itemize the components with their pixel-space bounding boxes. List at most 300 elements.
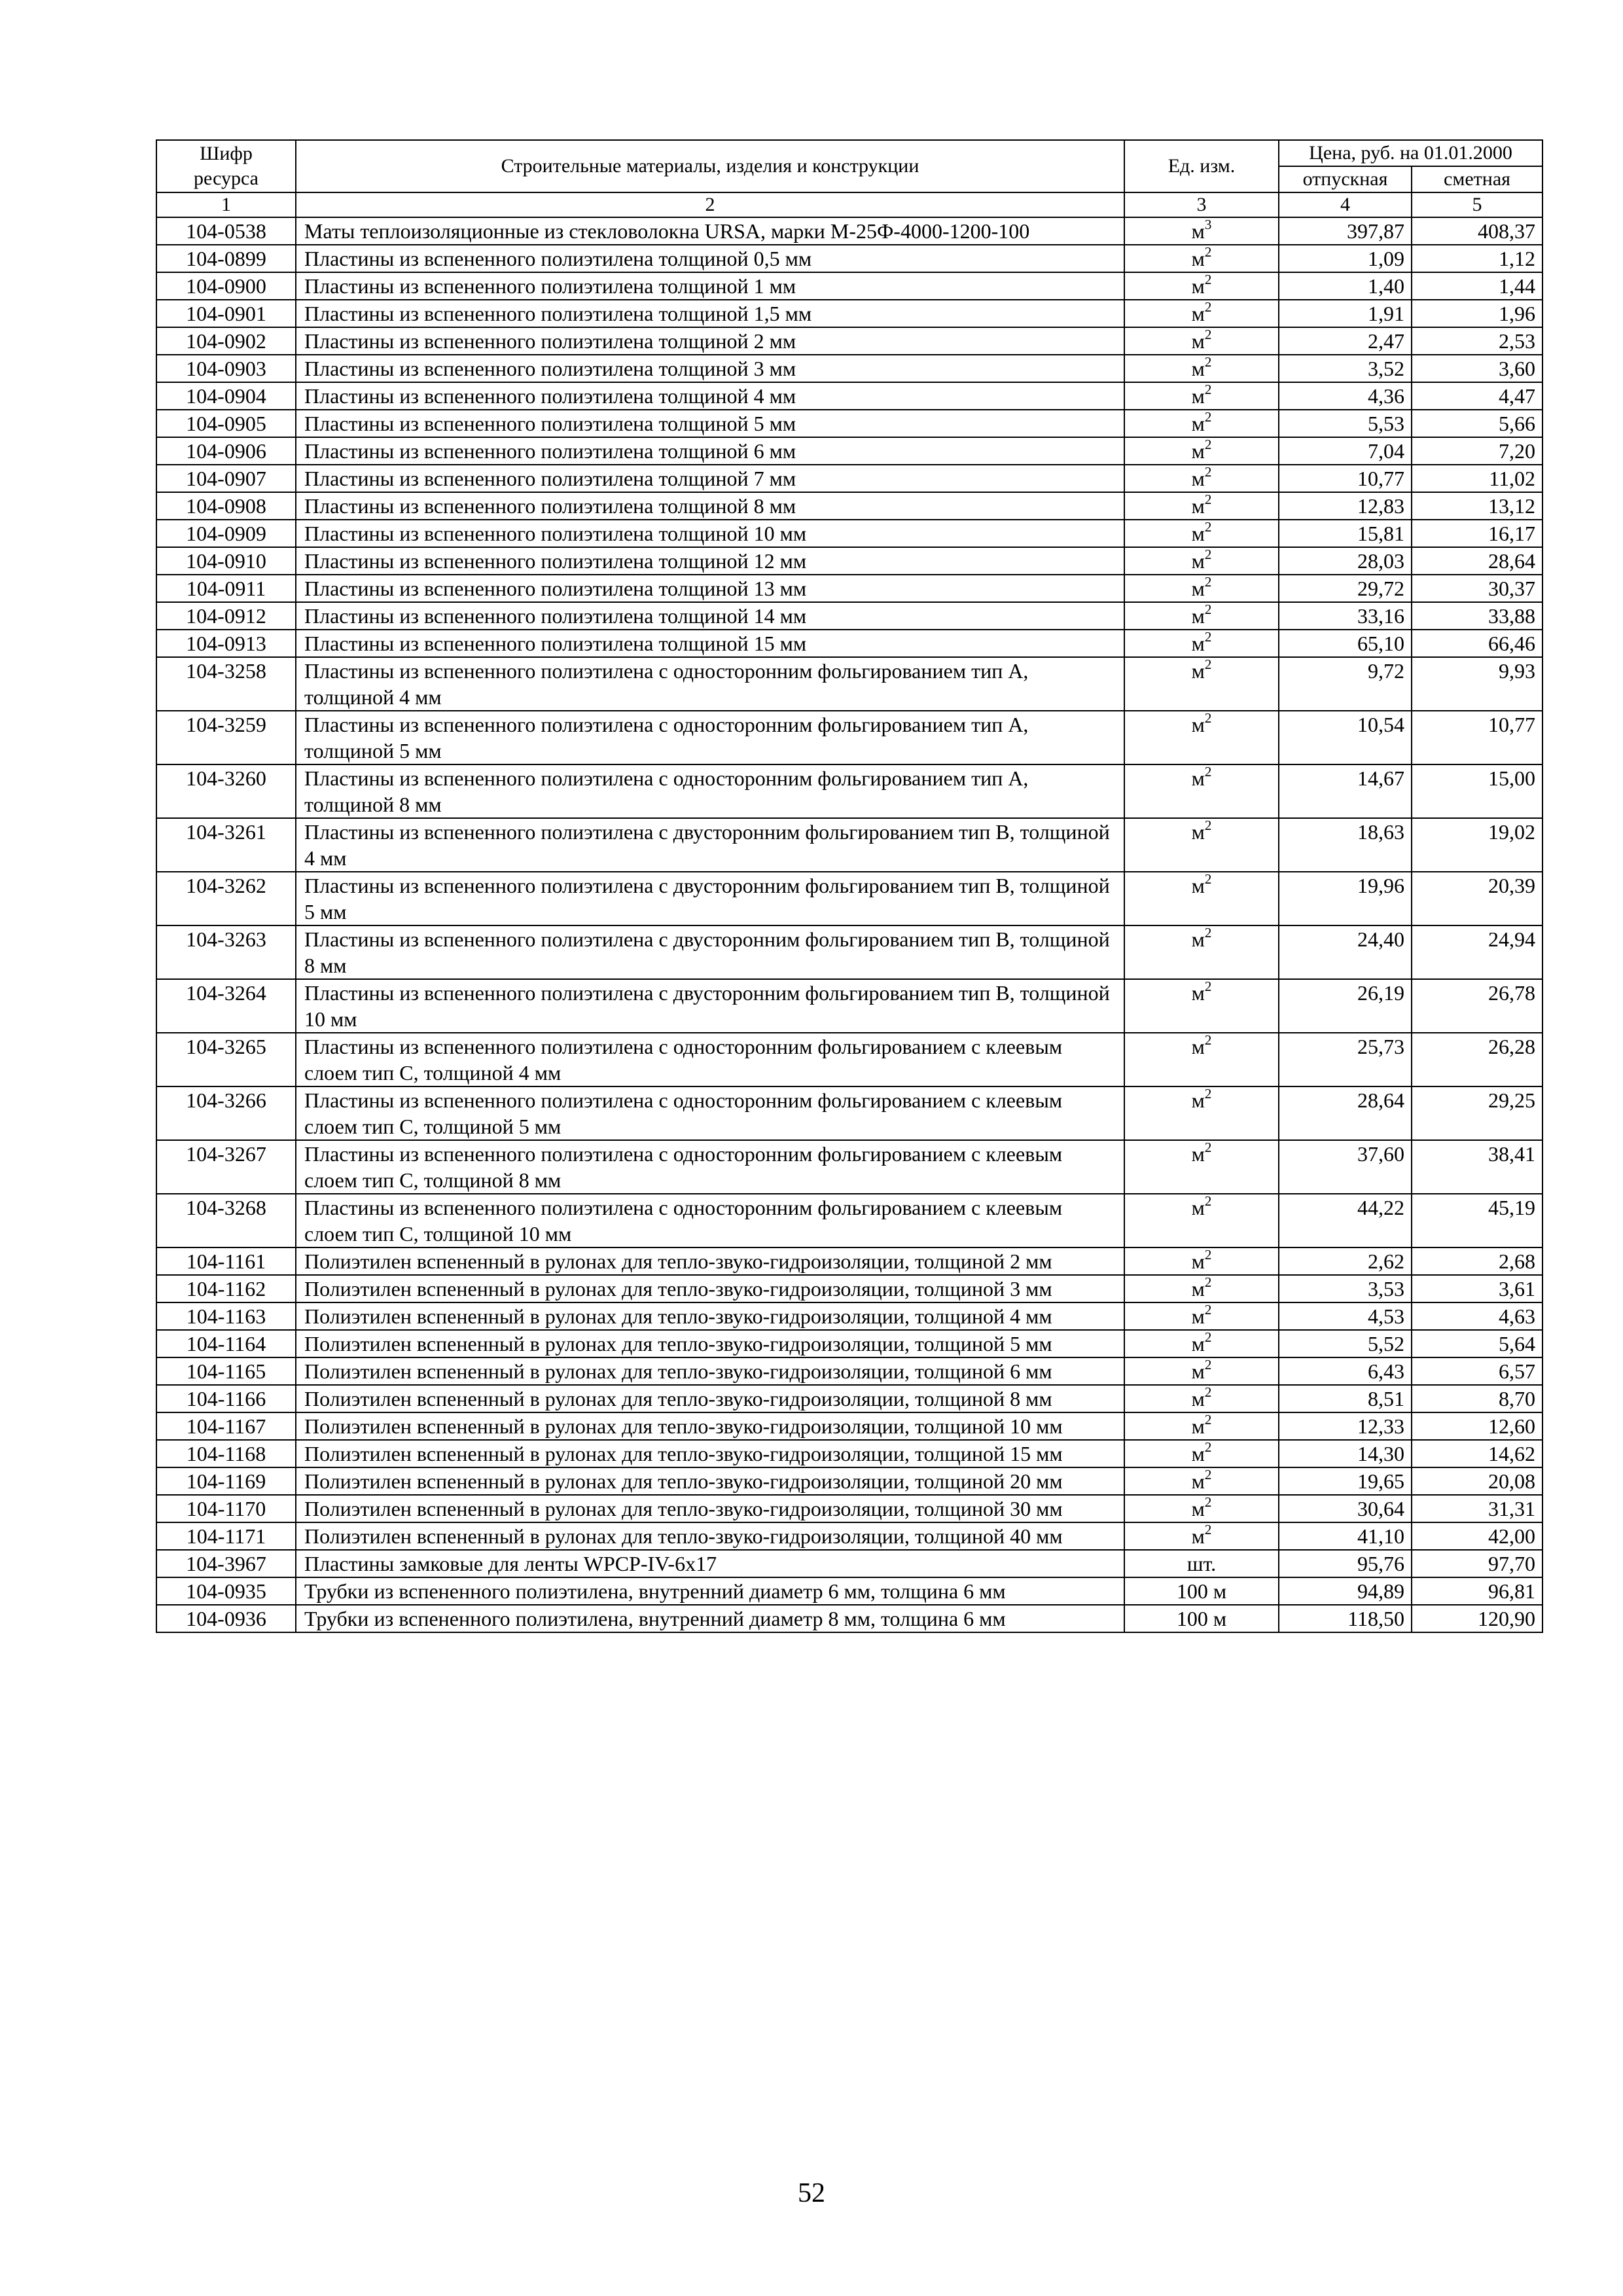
price-release: 14,67 [1279, 764, 1412, 818]
material-name: Пластины из вспененного полиэтилена толщиной 12 мм [296, 547, 1124, 575]
resource-code: 104-1166 [156, 1385, 296, 1412]
unit-of-measure [1124, 818, 1279, 872]
material-name: Пластины из вспененного полиэтилена толщиной 15 мм [296, 630, 1124, 657]
unit-of-measure [1124, 711, 1279, 764]
price-estimate: 1,96 [1412, 300, 1543, 327]
resource-code: 104-1168 [156, 1440, 296, 1467]
resource-code: 104-0901 [156, 300, 296, 327]
table-row [156, 245, 1543, 272]
unit-base: м [1191, 1035, 1205, 1058]
table-row [156, 764, 1543, 818]
unit-of-measure [1124, 1577, 1279, 1605]
unit-of-measure [1124, 1302, 1279, 1330]
unit-of-measure [1124, 925, 1279, 979]
price-estimate: 4,47 [1412, 382, 1543, 410]
price-estimate: 16,17 [1412, 520, 1543, 547]
unit-of-measure [1124, 272, 1279, 300]
resource-code: 104-0913 [156, 630, 296, 657]
material-name: Пластины из вспененного полиэтилена толщиной 6 мм [296, 437, 1124, 465]
table-row [156, 1412, 1543, 1440]
unit-of-measure [1124, 1412, 1279, 1440]
unit-of-measure [1124, 1495, 1279, 1522]
table-row [156, 1522, 1543, 1550]
resource-code: 104-3268 [156, 1194, 296, 1247]
price-release: 65,10 [1279, 630, 1412, 657]
table-row [156, 1330, 1543, 1357]
unit-of-measure [1124, 217, 1279, 245]
material-name: Трубки из вспененного полиэтилена, внутренний диаметр 6 мм, толщина 6 мм [296, 1577, 1124, 1605]
table-row [156, 1385, 1543, 1412]
price-estimate: 97,70 [1412, 1550, 1543, 1577]
material-name: Полиэтилен вспененный в рулонах для тепло-звуко-гидроизоляции, толщиной 30 мм [296, 1495, 1124, 1522]
price-release: 95,76 [1279, 1550, 1412, 1577]
unit-exponent: 2 [1204, 925, 1212, 941]
table-row [156, 1247, 1543, 1275]
unit-base: м [1191, 467, 1205, 490]
table-row [156, 925, 1543, 979]
header-col-number: 2 [296, 192, 1124, 217]
table-header [156, 140, 1543, 217]
material-name: Пластины из вспененного полиэтилена с односторонним фольгированием с клеевым слоем тип С, толщиной 4 мм [296, 1033, 1124, 1086]
price-estimate: 30,37 [1412, 575, 1543, 602]
resource-code: 104-3261 [156, 818, 296, 872]
price-release: 29,72 [1279, 575, 1412, 602]
price-release: 25,73 [1279, 1033, 1412, 1086]
price-table-container [156, 139, 1542, 1633]
unit-base: м [1191, 1469, 1205, 1493]
price-estimate: 1,12 [1412, 245, 1543, 272]
unit-base: м [1191, 604, 1205, 628]
unit-exponent: 2 [1204, 354, 1212, 370]
unit-of-measure [1124, 520, 1279, 547]
price-release: 19,65 [1279, 1467, 1412, 1495]
unit-exponent: 2 [1204, 244, 1212, 260]
price-estimate: 5,66 [1412, 410, 1543, 437]
table-row [156, 1194, 1543, 1247]
price-table [156, 139, 1543, 1633]
resource-code: 104-0902 [156, 327, 296, 355]
material-name: Маты теплоизоляционные из стекловолокна URSA, марки М-25Ф-4000-1200-100 [296, 217, 1124, 245]
price-estimate: 5,64 [1412, 1330, 1543, 1357]
material-name: Пластины из вспененного полиэтилена с односторонним фольгированием с клеевым слоем тип С, толщиной 5 мм [296, 1086, 1124, 1140]
price-release: 26,19 [1279, 979, 1412, 1033]
unit-base: м [1191, 1277, 1205, 1300]
price-estimate: 96,81 [1412, 1577, 1543, 1605]
unit-base: м [1191, 274, 1205, 298]
table-row [156, 657, 1543, 711]
unit-exponent: 2 [1204, 519, 1212, 535]
table-row [156, 1440, 1543, 1467]
unit-exponent: 2 [1204, 871, 1212, 888]
unit-base: м [1191, 820, 1205, 844]
unit-of-measure [1124, 300, 1279, 327]
table-row [156, 711, 1543, 764]
header-code [156, 140, 296, 192]
material-name: Пластины из вспененного полиэтилена толщиной 1,5 мм [296, 300, 1124, 327]
unit-base: м [1191, 522, 1205, 545]
resource-code: 104-0905 [156, 410, 296, 437]
table-row [156, 1033, 1543, 1086]
table-row [156, 1495, 1543, 1522]
header-col-number: 1 [156, 192, 296, 217]
table-row [156, 818, 1543, 872]
table-row [156, 217, 1543, 245]
table-row [156, 272, 1543, 300]
header-name: Строительные материалы, изделия и конструкции [296, 140, 1124, 192]
unit-exponent: 2 [1204, 1522, 1212, 1538]
price-release: 19,96 [1279, 872, 1412, 925]
price-release: 3,52 [1279, 355, 1412, 382]
unit-exponent: 2 [1204, 817, 1212, 834]
price-estimate: 3,60 [1412, 355, 1543, 382]
unit-base: м [1191, 1332, 1205, 1355]
unit-base: м [1191, 713, 1205, 736]
price-estimate: 2,68 [1412, 1247, 1543, 1275]
unit-base: м [1191, 766, 1205, 790]
material-name: Пластины из вспененного полиэтилена с односторонним фольгированием тип А, толщиной 8 мм [296, 764, 1124, 818]
header-unit: Ед. изм. [1124, 140, 1279, 192]
resource-code: 104-3258 [156, 657, 296, 711]
unit-exponent: 2 [1204, 1139, 1212, 1156]
material-name: Полиэтилен вспененный в рулонах для тепло-звуко-гидроизоляции, толщиной 8 мм [296, 1385, 1124, 1412]
table-row [156, 979, 1543, 1033]
unit-base: м [1191, 1088, 1205, 1112]
price-release: 7,04 [1279, 437, 1412, 465]
unit-base: м [1191, 357, 1205, 380]
unit-of-measure [1124, 1330, 1279, 1357]
material-name: Полиэтилен вспененный в рулонах для тепло-звуко-гидроизоляции, толщиной 10 мм [296, 1412, 1124, 1440]
material-name: Полиэтилен вспененный в рулонах для тепло-звуко-гидроизоляции, толщиной 15 мм [296, 1440, 1124, 1467]
table-row [156, 1275, 1543, 1302]
unit-of-measure [1124, 437, 1279, 465]
unit-base: м [1191, 577, 1205, 600]
unit-base: м [1191, 1196, 1205, 1219]
material-name: Полиэтилен вспененный в рулонах для тепло-звуко-гидроизоляции, толщиной 5 мм [296, 1330, 1124, 1357]
price-estimate: 408,37 [1412, 217, 1543, 245]
unit-exponent: 2 [1204, 547, 1212, 563]
material-name: Пластины из вспененного полиэтилена толщиной 0,5 мм [296, 245, 1124, 272]
material-name: Пластины из вспененного полиэтилена толщиной 7 мм [296, 465, 1124, 492]
table-row [156, 1140, 1543, 1194]
resource-code: 104-1165 [156, 1357, 296, 1385]
page-number: 52 [798, 2178, 825, 2208]
price-release: 5,52 [1279, 1330, 1412, 1357]
price-estimate: 66,46 [1412, 630, 1543, 657]
price-estimate: 4,63 [1412, 1302, 1543, 1330]
table-row [156, 872, 1543, 925]
table-row [156, 1577, 1543, 1605]
unit-of-measure [1124, 1033, 1279, 1086]
price-estimate: 29,25 [1412, 1086, 1543, 1140]
unit-of-measure [1124, 1247, 1279, 1275]
unit-base: м [1191, 1249, 1205, 1273]
price-estimate: 26,28 [1412, 1033, 1543, 1086]
unit-base: м [1191, 632, 1205, 655]
unit-of-measure [1124, 1357, 1279, 1385]
resource-code: 104-1164 [156, 1330, 296, 1357]
resource-code: 104-0910 [156, 547, 296, 575]
unit-exponent: 2 [1204, 1384, 1212, 1401]
price-release: 397,87 [1279, 217, 1412, 245]
unit-base: м [1191, 659, 1205, 683]
header-col-number: 5 [1412, 192, 1543, 217]
price-release: 18,63 [1279, 818, 1412, 872]
unit-exponent: 2 [1204, 656, 1212, 673]
material-name: Пластины замковые для ленты WPCP-IV-6x17 [296, 1550, 1124, 1577]
unit-base: м [1191, 1497, 1205, 1520]
unit-base: м [1191, 494, 1205, 518]
resource-code: 104-3967 [156, 1550, 296, 1577]
unit-base: м [1191, 1442, 1205, 1465]
unit-of-measure [1124, 1550, 1279, 1577]
unit-of-measure [1124, 410, 1279, 437]
unit-base: м [1191, 302, 1205, 325]
table-row [156, 575, 1543, 602]
material-name: Пластины из вспененного полиэтилена с двусторонним фольгированием тип В, толщиной 8 мм [296, 925, 1124, 979]
resource-code: 104-0899 [156, 245, 296, 272]
unit-exponent: 2 [1204, 629, 1212, 645]
resource-code: 104-0912 [156, 602, 296, 630]
resource-code: 104-0900 [156, 272, 296, 300]
table-row [156, 492, 1543, 520]
price-release: 24,40 [1279, 925, 1412, 979]
resource-code: 104-1170 [156, 1495, 296, 1522]
price-estimate: 20,08 [1412, 1467, 1543, 1495]
resource-code: 104-3263 [156, 925, 296, 979]
table-row [156, 410, 1543, 437]
price-estimate: 8,70 [1412, 1385, 1543, 1412]
header-price-group: Цена, руб. на 01.01.2000 [1279, 140, 1543, 166]
price-estimate: 13,12 [1412, 492, 1543, 520]
header-price-estimate: сметная [1412, 166, 1543, 192]
unit-exponent: 2 [1204, 574, 1212, 590]
resource-code: 104-3265 [156, 1033, 296, 1086]
table-row [156, 520, 1543, 547]
price-estimate: 24,94 [1412, 925, 1543, 979]
header-price-release: отпускная [1279, 166, 1412, 192]
resource-code: 104-3262 [156, 872, 296, 925]
table-row [156, 1086, 1543, 1140]
price-estimate: 3,61 [1412, 1275, 1543, 1302]
unit-base: м [1191, 219, 1205, 243]
price-estimate: 120,90 [1412, 1605, 1543, 1632]
price-release: 4,36 [1279, 382, 1412, 410]
material-name: Полиэтилен вспененный в рулонах для тепло-звуко-гидроизоляции, толщиной 4 мм [296, 1302, 1124, 1330]
price-release: 12,33 [1279, 1412, 1412, 1440]
price-estimate: 7,20 [1412, 437, 1543, 465]
material-name: Пластины из вспененного полиэтилена толщиной 14 мм [296, 602, 1124, 630]
price-estimate: 38,41 [1412, 1140, 1543, 1194]
unit-exponent: 2 [1204, 437, 1212, 453]
unit-exponent: 2 [1204, 1494, 1212, 1511]
unit-of-measure [1124, 1086, 1279, 1140]
resource-code: 104-0538 [156, 217, 296, 245]
material-name: Пластины из вспененного полиэтилена толщиной 4 мм [296, 382, 1124, 410]
table-row [156, 1467, 1543, 1495]
material-name: Полиэтилен вспененный в рулонах для тепло-звуко-гидроизоляции, толщиной 20 мм [296, 1467, 1124, 1495]
table-row [156, 382, 1543, 410]
unit-exponent: 2 [1204, 1412, 1212, 1428]
price-estimate: 10,77 [1412, 711, 1543, 764]
unit-base: м [1191, 981, 1205, 1005]
price-release: 1,09 [1279, 245, 1412, 272]
price-release: 1,40 [1279, 272, 1412, 300]
resource-code: 104-0907 [156, 465, 296, 492]
price-estimate: 33,88 [1412, 602, 1543, 630]
unit-base: 100 м [1176, 1579, 1227, 1603]
resource-code: 104-0904 [156, 382, 296, 410]
material-name: Пластины из вспененного полиэтилена толщиной 5 мм [296, 410, 1124, 437]
resource-code: 104-0903 [156, 355, 296, 382]
price-release: 14,30 [1279, 1440, 1412, 1467]
unit-of-measure [1124, 547, 1279, 575]
price-release: 1,91 [1279, 300, 1412, 327]
material-name: Полиэтилен вспененный в рулонах для тепло-звуко-гидроизоляции, толщиной 40 мм [296, 1522, 1124, 1550]
unit-exponent: 2 [1204, 1467, 1212, 1483]
price-estimate: 1,44 [1412, 272, 1543, 300]
unit-exponent: 2 [1204, 299, 1212, 315]
price-release: 2,47 [1279, 327, 1412, 355]
price-estimate: 2,53 [1412, 327, 1543, 355]
price-estimate: 15,00 [1412, 764, 1543, 818]
resource-code: 104-3267 [156, 1140, 296, 1194]
unit-of-measure [1124, 1385, 1279, 1412]
resource-code: 104-1161 [156, 1247, 296, 1275]
header-code-line1: Шифр [200, 143, 253, 164]
price-release: 94,89 [1279, 1577, 1412, 1605]
material-name: Пластины из вспененного полиэтилена с двусторонним фольгированием тип В, толщиной 4 мм [296, 818, 1124, 872]
resource-code: 104-3259 [156, 711, 296, 764]
material-name: Пластины из вспененного полиэтилена с односторонним фольгированием с клеевым слоем тип С, толщиной 8 мм [296, 1140, 1124, 1194]
unit-of-measure [1124, 575, 1279, 602]
resource-code: 104-0906 [156, 437, 296, 465]
material-name: Трубки из вспененного полиэтилена, внутренний диаметр 8 мм, толщина 6 мм [296, 1605, 1124, 1632]
material-name: Пластины из вспененного полиэтилена толщиной 8 мм [296, 492, 1124, 520]
price-release: 4,53 [1279, 1302, 1412, 1330]
unit-exponent: 2 [1204, 1086, 1212, 1102]
unit-of-measure [1124, 630, 1279, 657]
price-estimate: 14,62 [1412, 1440, 1543, 1467]
price-estimate: 20,39 [1412, 872, 1543, 925]
material-name: Полиэтилен вспененный в рулонах для тепло-звуко-гидроизоляции, толщиной 2 мм [296, 1247, 1124, 1275]
unit-base: м [1191, 874, 1205, 897]
resource-code: 104-1163 [156, 1302, 296, 1330]
price-release: 28,03 [1279, 547, 1412, 575]
price-estimate: 45,19 [1412, 1194, 1543, 1247]
price-estimate: 42,00 [1412, 1522, 1543, 1550]
unit-base: м [1191, 1142, 1205, 1166]
unit-exponent: 2 [1204, 1439, 1212, 1456]
unit-base: м [1191, 384, 1205, 408]
table-row [156, 300, 1543, 327]
resource-code: 104-1162 [156, 1275, 296, 1302]
unit-exponent: 2 [1204, 1357, 1212, 1373]
unit-of-measure [1124, 979, 1279, 1033]
unit-exponent: 3 [1204, 217, 1212, 233]
resource-code: 104-0911 [156, 575, 296, 602]
price-estimate: 11,02 [1412, 465, 1543, 492]
unit-exponent: 2 [1204, 1247, 1212, 1263]
unit-of-measure [1124, 382, 1279, 410]
unit-exponent: 2 [1204, 464, 1212, 480]
material-name: Пластины из вспененного полиэтилена с односторонним фольгированием с клеевым слоем тип С, толщиной 10 мм [296, 1194, 1124, 1247]
unit-of-measure [1124, 492, 1279, 520]
price-release: 10,77 [1279, 465, 1412, 492]
resource-code: 104-1169 [156, 1467, 296, 1495]
price-release: 6,43 [1279, 1357, 1412, 1385]
price-release: 8,51 [1279, 1385, 1412, 1412]
table-row [156, 630, 1543, 657]
unit-exponent: 2 [1204, 382, 1212, 398]
unit-base: м [1191, 412, 1205, 435]
unit-exponent: 2 [1204, 1032, 1212, 1049]
price-release: 118,50 [1279, 1605, 1412, 1632]
table-row [156, 1605, 1543, 1632]
unit-exponent: 2 [1204, 1193, 1212, 1210]
price-release: 5,53 [1279, 410, 1412, 437]
price-estimate: 26,78 [1412, 979, 1543, 1033]
material-name: Пластины из вспененного полиэтилена толщиной 3 мм [296, 355, 1124, 382]
unit-of-measure [1124, 1440, 1279, 1467]
price-estimate: 12,60 [1412, 1412, 1543, 1440]
unit-exponent: 2 [1204, 327, 1212, 343]
price-estimate: 19,02 [1412, 818, 1543, 872]
resource-code: 104-0909 [156, 520, 296, 547]
header-col-number: 3 [1124, 192, 1279, 217]
material-name: Пластины из вспененного полиэтилена с двусторонним фольгированием тип В, толщиной 10 мм [296, 979, 1124, 1033]
material-name: Пластины из вспененного полиэтилена с односторонним фольгированием тип А, толщиной 4 мм [296, 657, 1124, 711]
table-row [156, 1550, 1543, 1577]
resource-code: 104-3264 [156, 979, 296, 1033]
header-code-line2: ресурса [194, 168, 259, 189]
material-name: Пластины из вспененного полиэтилена толщиной 13 мм [296, 575, 1124, 602]
price-release: 33,16 [1279, 602, 1412, 630]
price-release: 9,72 [1279, 657, 1412, 711]
price-estimate: 31,31 [1412, 1495, 1543, 1522]
resource-code: 104-3266 [156, 1086, 296, 1140]
unit-of-measure [1124, 245, 1279, 272]
unit-base: м [1191, 1304, 1205, 1328]
unit-base: м [1191, 439, 1205, 463]
price-release: 3,53 [1279, 1275, 1412, 1302]
resource-code: 104-3260 [156, 764, 296, 818]
unit-of-measure [1124, 465, 1279, 492]
resource-code: 104-0935 [156, 1577, 296, 1605]
resource-code: 104-0936 [156, 1605, 296, 1632]
unit-base: шт. [1186, 1552, 1217, 1575]
price-release: 37,60 [1279, 1140, 1412, 1194]
unit-base: м [1191, 329, 1205, 353]
price-estimate: 28,64 [1412, 547, 1543, 575]
unit-base: м [1191, 1524, 1205, 1548]
unit-base: м [1191, 927, 1205, 951]
material-name: Пластины из вспененного полиэтилена с двусторонним фольгированием тип В, толщиной 5 мм [296, 872, 1124, 925]
unit-of-measure [1124, 1467, 1279, 1495]
unit-exponent: 2 [1204, 710, 1212, 726]
material-name: Пластины из вспененного полиэтилена толщиной 10 мм [296, 520, 1124, 547]
table-row [156, 465, 1543, 492]
resource-code: 104-0908 [156, 492, 296, 520]
table-row [156, 547, 1543, 575]
resource-code: 104-1167 [156, 1412, 296, 1440]
unit-exponent: 2 [1204, 1302, 1212, 1318]
unit-exponent: 2 [1204, 764, 1212, 780]
unit-of-measure [1124, 327, 1279, 355]
table-row [156, 327, 1543, 355]
unit-of-measure [1124, 1194, 1279, 1247]
unit-base: м [1191, 247, 1205, 270]
unit-of-measure [1124, 1140, 1279, 1194]
